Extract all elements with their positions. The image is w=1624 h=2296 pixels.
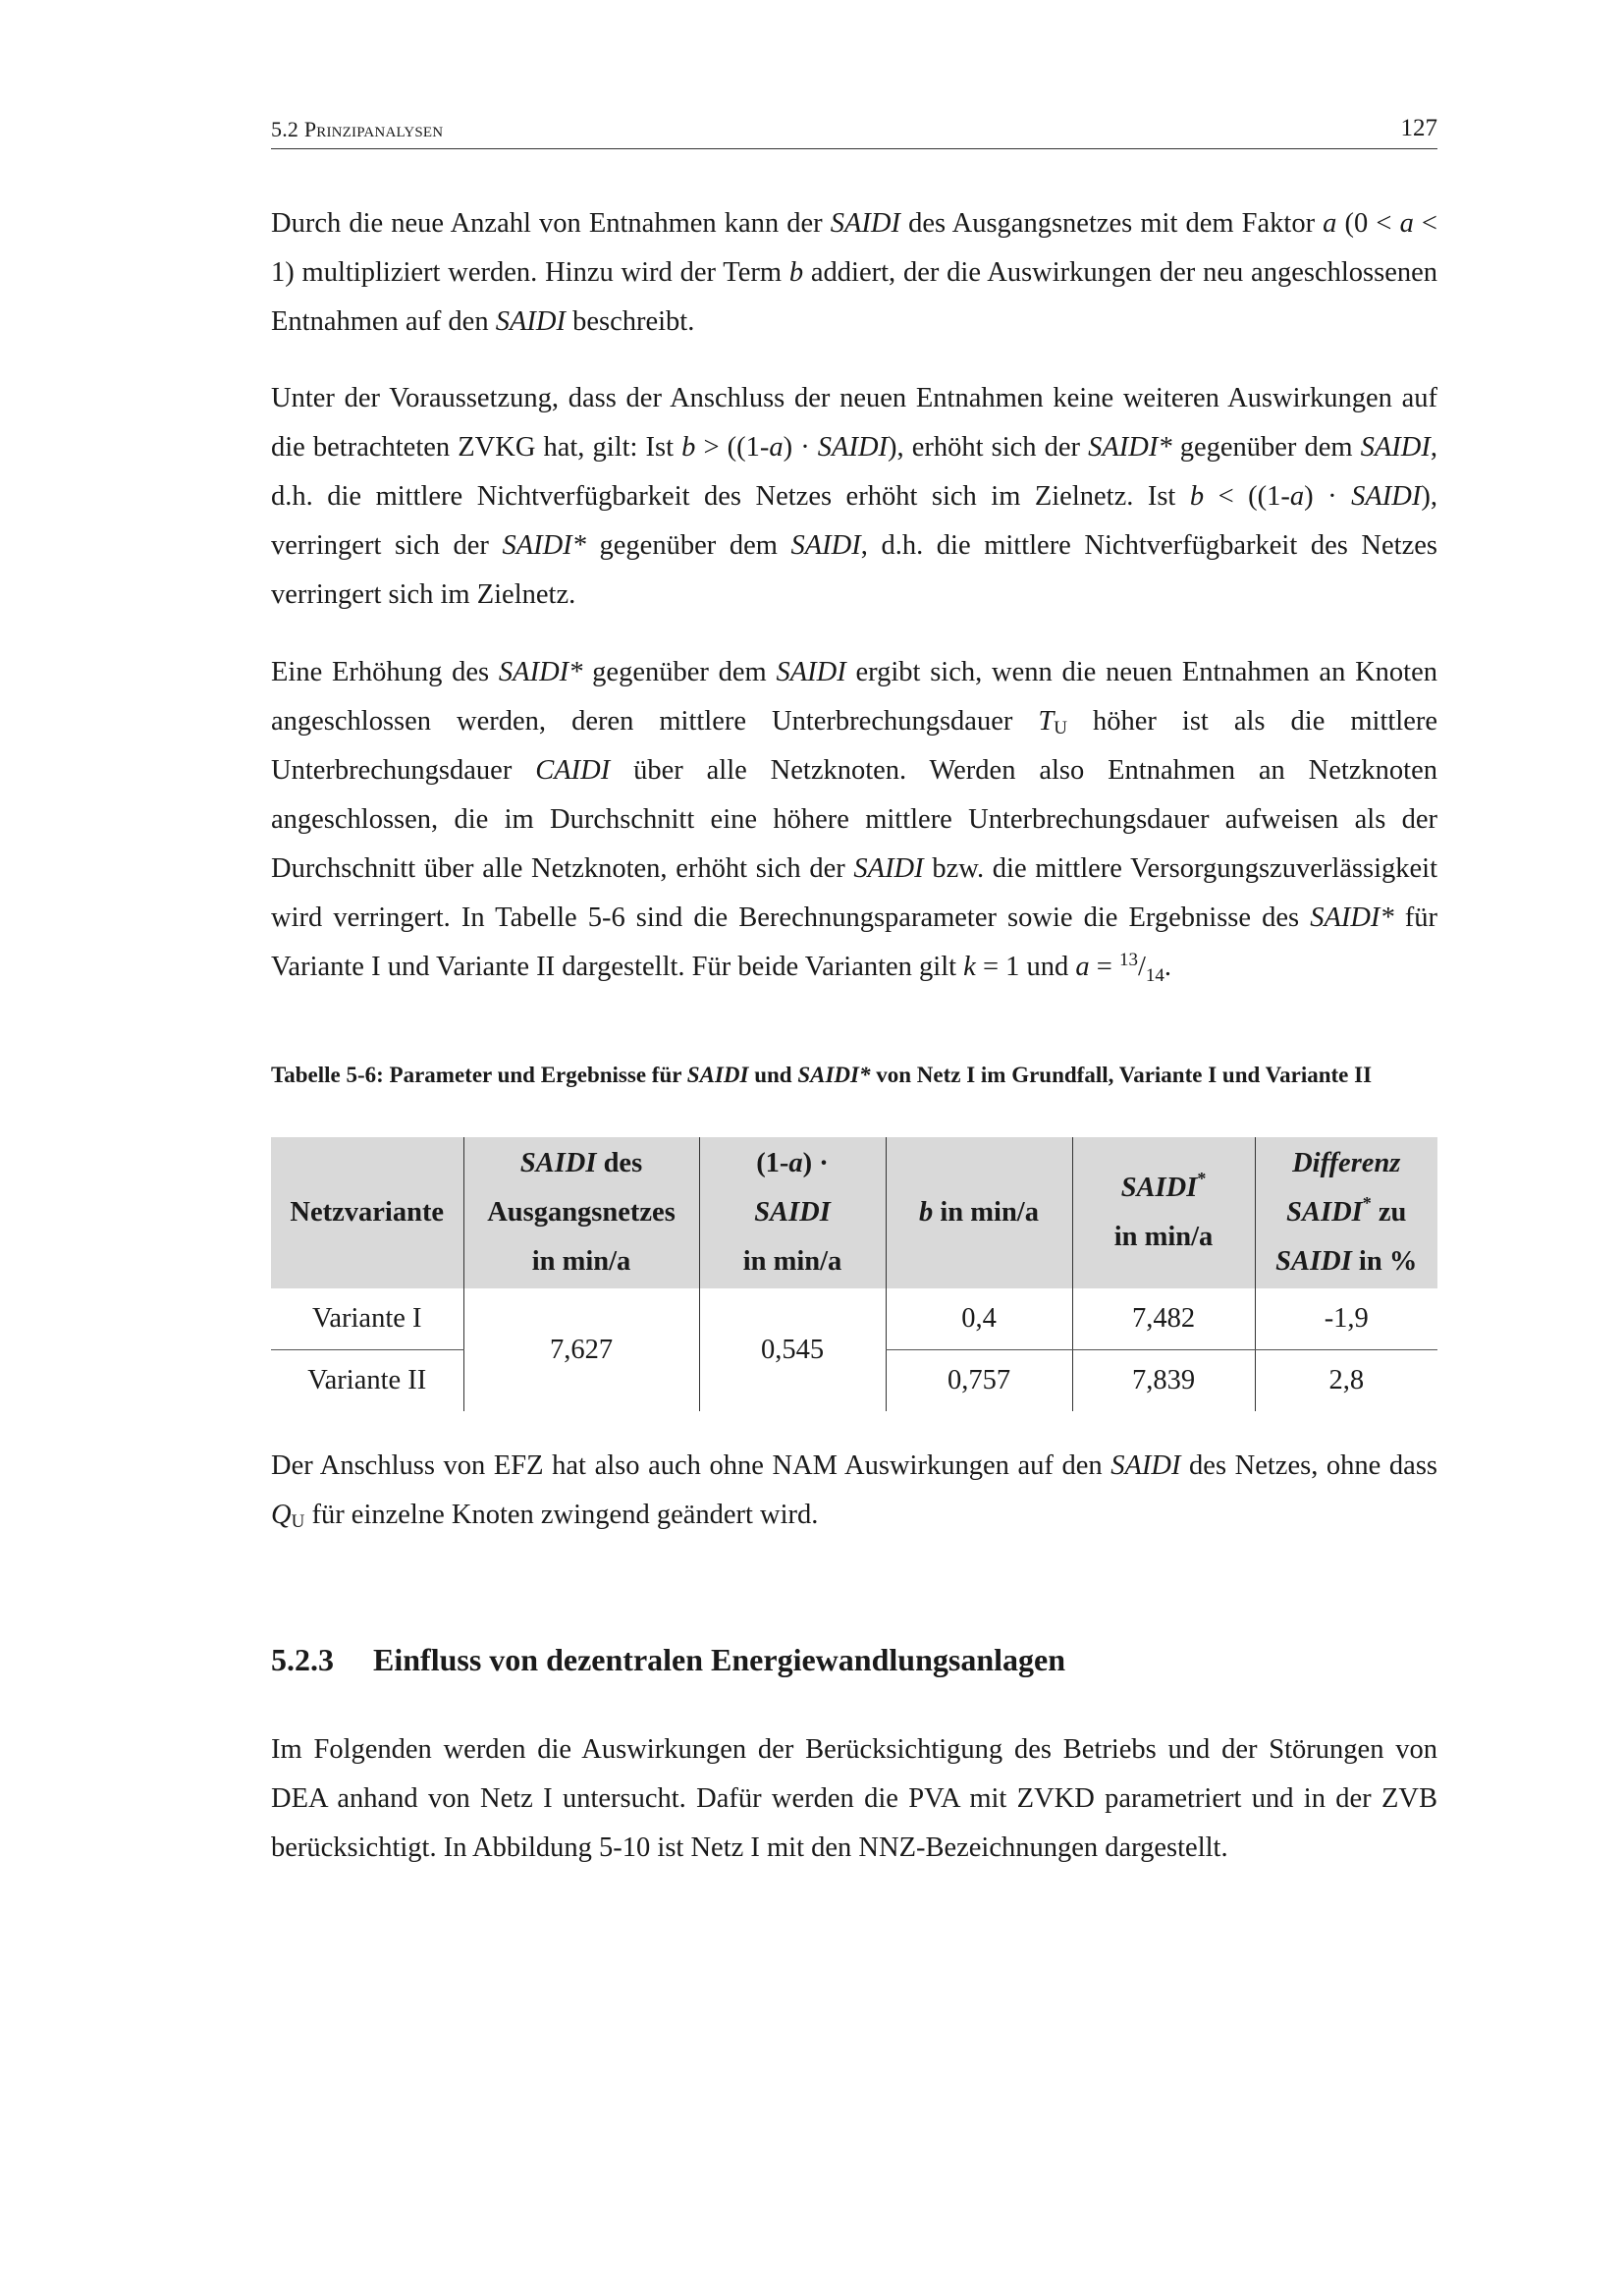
cell-variant: Variante I [271, 1288, 463, 1350]
table-caption: Tabelle 5-6: Parameter und Ergebnisse für SAIDI und SAIDI* von Netz I im Grundfall, Variante I und Variante II [271, 1063, 1373, 1087]
cell-one-minus-a-saidi: 0,545 [699, 1288, 886, 1411]
cell-b: 0,4 [886, 1288, 1072, 1350]
section-title: Prinzipanalysen [303, 117, 444, 141]
cell-diff: -1,9 [1255, 1288, 1437, 1350]
paragraph-2: Unter der Voraussetzung, dass der Anschluss der neuen Entnahmen keine weiteren Auswirkungen auf die betrachteten ZVKG hat, gilt: Ist b > ((1-a) · SAIDI), erhöht sich der SAIDI* gegenüber dem SAIDI, d.h. die mittlere Nichtverfügbarkeit des Netzes erhöht sich im Zielnetz. Ist b < ((1-a) · SAIDI), verringert sich der SAIDI* gegenüber dem SAIDI, d.h. die mittlere Nichtverfügbarkeit des Netzes verringert sich im Zielnetz. [271, 383, 1437, 610]
cell-b: 0,757 [886, 1350, 1072, 1412]
fraction-13-14: $^{13}/_{14}$ [1118, 950, 1164, 986]
section-number: 5.2 [271, 117, 299, 141]
header-one-minus-a-saidi: (1-a) · SAIDI in min/a [699, 1137, 886, 1288]
header-b: b in min/a [886, 1137, 1072, 1288]
running-header-section [271, 117, 443, 142]
cell-saidi-star: 7,482 [1072, 1288, 1255, 1350]
header-saidi-ausgangsnetz: SAIDI des Ausgangsnetzes in min/a [463, 1137, 699, 1288]
page-number: 127 [1400, 115, 1437, 141]
header-netzvariante: Netzvariante [271, 1137, 463, 1288]
cell-diff: 2,8 [1255, 1350, 1437, 1412]
paragraph-4: Der Anschluss von EFZ hat also auch ohne NAM Auswirkungen auf den SAIDI des Netzes, ohne dass $Q_U$ für einzelne Knoten zwingend geändert wird. [271, 1450, 1438, 1532]
running-header [271, 111, 1437, 149]
cell-saidi-star: 7,839 [1072, 1350, 1255, 1412]
table-row [271, 1288, 1437, 1350]
cell-variant: Variante II [307, 1365, 427, 1395]
results-table [271, 1137, 1437, 1411]
paragraph-5: Im Folgenden werden die Auswirkungen der Berücksichtigung des Betriebs und der Störungen von DEA anhand von Netz I untersucht. Dafür werden die PVA mit ZVKD parametriert und in der ZVB berücksichtigt. In Abbildung 5-10 ist Netz I mit den NNZ-Bezeichnungen dargestellt. [271, 1734, 1437, 1863]
paragraph-1: Durch die neue Anzahl von Entnahmen kann der SAIDI des Ausgangsnetzes mit dem Faktor a (0 < a < 1) multipliziert werden. Hinzu wird der Term b addiert, der die Auswirkungen der neu angeschlossenen Entnahmen auf den SAIDI beschreibt. [271, 208, 1437, 337]
table-header-row [271, 1137, 1437, 1288]
cell-saidi-ausgangsnetz: 7,627 [463, 1288, 699, 1411]
subsection-heading: 5.2.3 Einfluss von dezentralen Energiewandlungsanlagen [271, 1642, 1065, 1677]
header-differenz: Differenz SAIDI* zu SAIDI in % [1255, 1137, 1437, 1288]
header-saidi-star: SAIDI* in min/a [1072, 1137, 1255, 1288]
paragraph-3: Eine Erhöhung des SAIDI* gegenüber dem SAIDI ergibt sich, wenn die neuen Entnahmen an Knoten angeschlossen werden, deren mittlere Unterbrechungsdauer $T_U$ höher ist als die mittlere Unterbrechungsdauer CAIDI über alle Netzknoten. Werden also Entnahmen an Netzknoten angeschlossen, die im Durchschnitt eine höhere mittlere Unterbrechungsdauer aufweisen als der Durchschnitt über alle Netzknoten, erhöht sich der SAIDI bzw. die mittlere Versorgungszuverlässigkeit wird verringert. In Tabelle 5-6 sind die Berechnungsparameter sowie die Ergebnisse des SAIDI* für Variante I und Variante II dargestellt. Für beide Varianten gilt k = 1 und $a = ^{13}/_{14}$. [271, 657, 1438, 986]
